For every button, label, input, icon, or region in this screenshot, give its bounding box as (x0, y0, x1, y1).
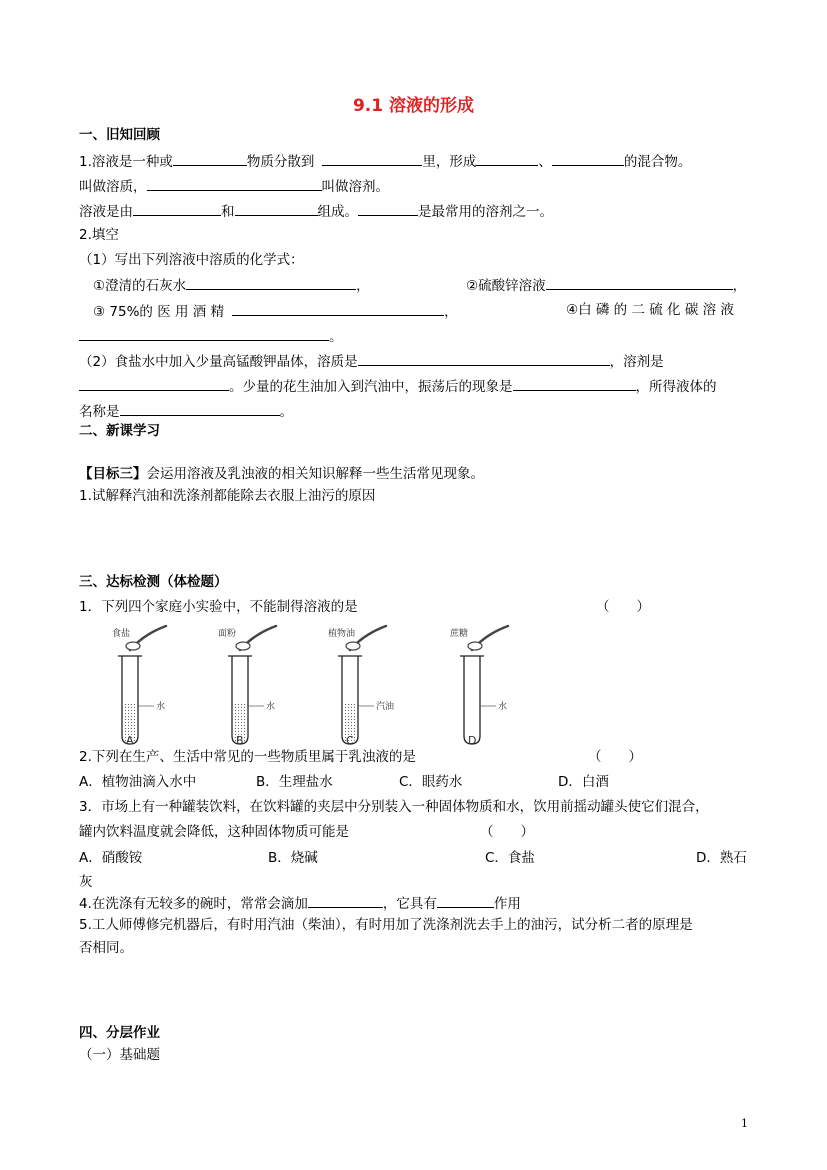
q2-line-d: ④白 磷 的 二 硫 化 碳 溶 液 (566, 302, 734, 318)
blank (79, 376, 229, 391)
q2-sub2-line1 (79, 351, 664, 371)
text: ，所得液体的 (635, 379, 717, 395)
blank (133, 201, 221, 216)
q2-line-c (93, 301, 458, 321)
test-q3-line1: 3．市场上有一种罐装饮料，在饮料罐的夹层中分别装入一种固体物质和水，饮用前摇动罐头使它们混合， (79, 799, 709, 815)
test-q2-paren: （ ） (588, 749, 642, 765)
test-q3-paren: （ ） (480, 824, 534, 840)
q2-label: 2.填空 (79, 227, 119, 243)
text: 叫做溶剂。 (321, 179, 389, 195)
tube-d-letter: D (468, 734, 477, 746)
test-q3-option-a: A．硝酸铵 (79, 850, 143, 866)
text: ，它具有 (382, 896, 437, 912)
test-tube-figure (100, 622, 540, 746)
goal-line (79, 465, 484, 483)
q2-sub1: （1）写出下列溶液中溶质的化学式： (79, 252, 304, 268)
test-q2-option-c: C．眼药水 (399, 774, 463, 790)
page-number: 1 (741, 1117, 748, 1130)
q2-line-b (466, 275, 746, 295)
text: 4.在洗涤有无较多的碗时，常常会滴加 (79, 896, 308, 912)
tube-d (450, 626, 508, 746)
text: 组成。 (317, 204, 358, 220)
text: 作用 (493, 896, 521, 912)
test-q2-option-d: D．白酒 (558, 774, 609, 790)
text: 。 (279, 404, 293, 420)
blank (120, 401, 280, 416)
text: ③ 75%的 医 用 酒 精 (93, 304, 225, 320)
section-heading-review: 一、旧知回顾 (79, 127, 160, 143)
blank (513, 376, 636, 391)
section-heading-test: 三、达标检测（体检题） (79, 574, 228, 590)
text: 名称是 (79, 404, 120, 420)
goal-tag: 【目标三】 (79, 466, 147, 482)
homework-basic: （一）基础题 (79, 1047, 160, 1063)
tube-d-top-label: 蔗糖 (450, 629, 469, 639)
text: 物质分散到 (246, 154, 315, 170)
q2-line-a (93, 275, 370, 295)
text: ①澄清的石灰水 (93, 278, 187, 294)
blank (232, 301, 444, 316)
text: ②硫酸锌溶液 (466, 278, 546, 294)
text: （2）食盐水中加入少量高锰酸钾晶体，溶质是 (79, 354, 358, 370)
blank (546, 275, 733, 290)
text: 。 (329, 329, 343, 345)
test-q3-option-b: B．烧碱 (268, 850, 318, 866)
text: 里，形成 (422, 154, 477, 170)
test-q5-line2: 否相同。 (79, 940, 133, 956)
goal-text: 会运用溶液及乳浊液的相关知识解释一些生活常见现象。 (146, 466, 484, 482)
tube-c-letter: C (346, 734, 354, 746)
test-q3-option-c: C．食盐 (485, 850, 535, 866)
text: 。少量的花生油加入到汽油中，振荡后的现象是 (229, 379, 513, 395)
blank (437, 893, 494, 908)
text: 叫做溶质， (79, 179, 147, 195)
q2-line-e (79, 326, 343, 346)
test-q2-option-b: B．生理盐水 (256, 774, 333, 790)
blank (358, 351, 610, 366)
text: ， (444, 304, 458, 320)
q1-line3 (79, 201, 553, 221)
blank (79, 326, 329, 341)
tube-b-letter: B (236, 734, 244, 746)
blank (358, 201, 418, 216)
test-q2-option-a: A．植物油滴入水中 (79, 774, 197, 790)
blank (173, 151, 247, 166)
blank (235, 201, 318, 216)
tube-d-side-label: 水 (498, 702, 508, 712)
q1-line2 (79, 176, 389, 196)
test-q3-wrap: 灰 (79, 874, 93, 890)
tube-a (112, 626, 166, 746)
test-q4 (79, 893, 521, 913)
text: 是最常用的溶剂之一。 (418, 204, 553, 220)
q1-line1 (79, 151, 691, 171)
q2-sub2-line3 (79, 401, 293, 421)
text: 1.溶液是一种或 (79, 154, 173, 170)
blank (476, 151, 538, 166)
test-q2: 2.下列在生产、生活中常见的一些物质里属于乳浊液的是 (79, 749, 416, 765)
tube-b-top-label: 面粉 (218, 629, 237, 639)
tube-a-letter: A (126, 734, 134, 746)
section-heading-homework: 四、分层作业 (79, 1025, 160, 1041)
new-q1: 1.试解释汽油和洗涤剂都能除去衣服上油污的原因 (79, 488, 376, 504)
tube-b (218, 626, 276, 746)
q2-sub2-line2 (79, 376, 717, 396)
tube-c (328, 626, 394, 746)
text: 、 (538, 154, 552, 170)
test-q3-option-d: D．熟石 (696, 850, 747, 866)
tube-c-side-label: 汽油 (376, 702, 395, 712)
tube-a-top-label: 食盐 (112, 629, 131, 639)
tube-b-side-label: 水 (266, 702, 276, 712)
test-q3-line2: 罐内饮料温度就会降低，这种固体物质可能是 (79, 824, 349, 840)
blank (552, 151, 624, 166)
text: ， (732, 278, 747, 294)
page-title: 9.1 溶液的形成 (352, 96, 475, 116)
text: 和 (221, 204, 235, 220)
test-q5-line1: 5.工人师傅修完机器后，有时用汽油（柴油），有时用加了洗涤剂洗去手上的油污，试分析二者的原理是 (79, 917, 693, 933)
blank (322, 151, 422, 166)
section-heading-new: 二、新课学习 (79, 423, 160, 439)
text: 的混合物。 (623, 154, 692, 170)
tube-a-side-label: 水 (156, 702, 166, 712)
text: ， (356, 278, 370, 294)
blank (186, 275, 356, 290)
text: ，溶剂是 (609, 354, 664, 370)
test-q1-paren: （ ） (596, 599, 650, 615)
blank (308, 893, 383, 908)
tube-c-top-label: 植物油 (328, 629, 356, 639)
test-q1: 1．下列四个家庭小实验中，不能制得溶液的是 (79, 599, 358, 615)
text: 溶液是由 (79, 204, 133, 220)
blank (147, 176, 322, 191)
